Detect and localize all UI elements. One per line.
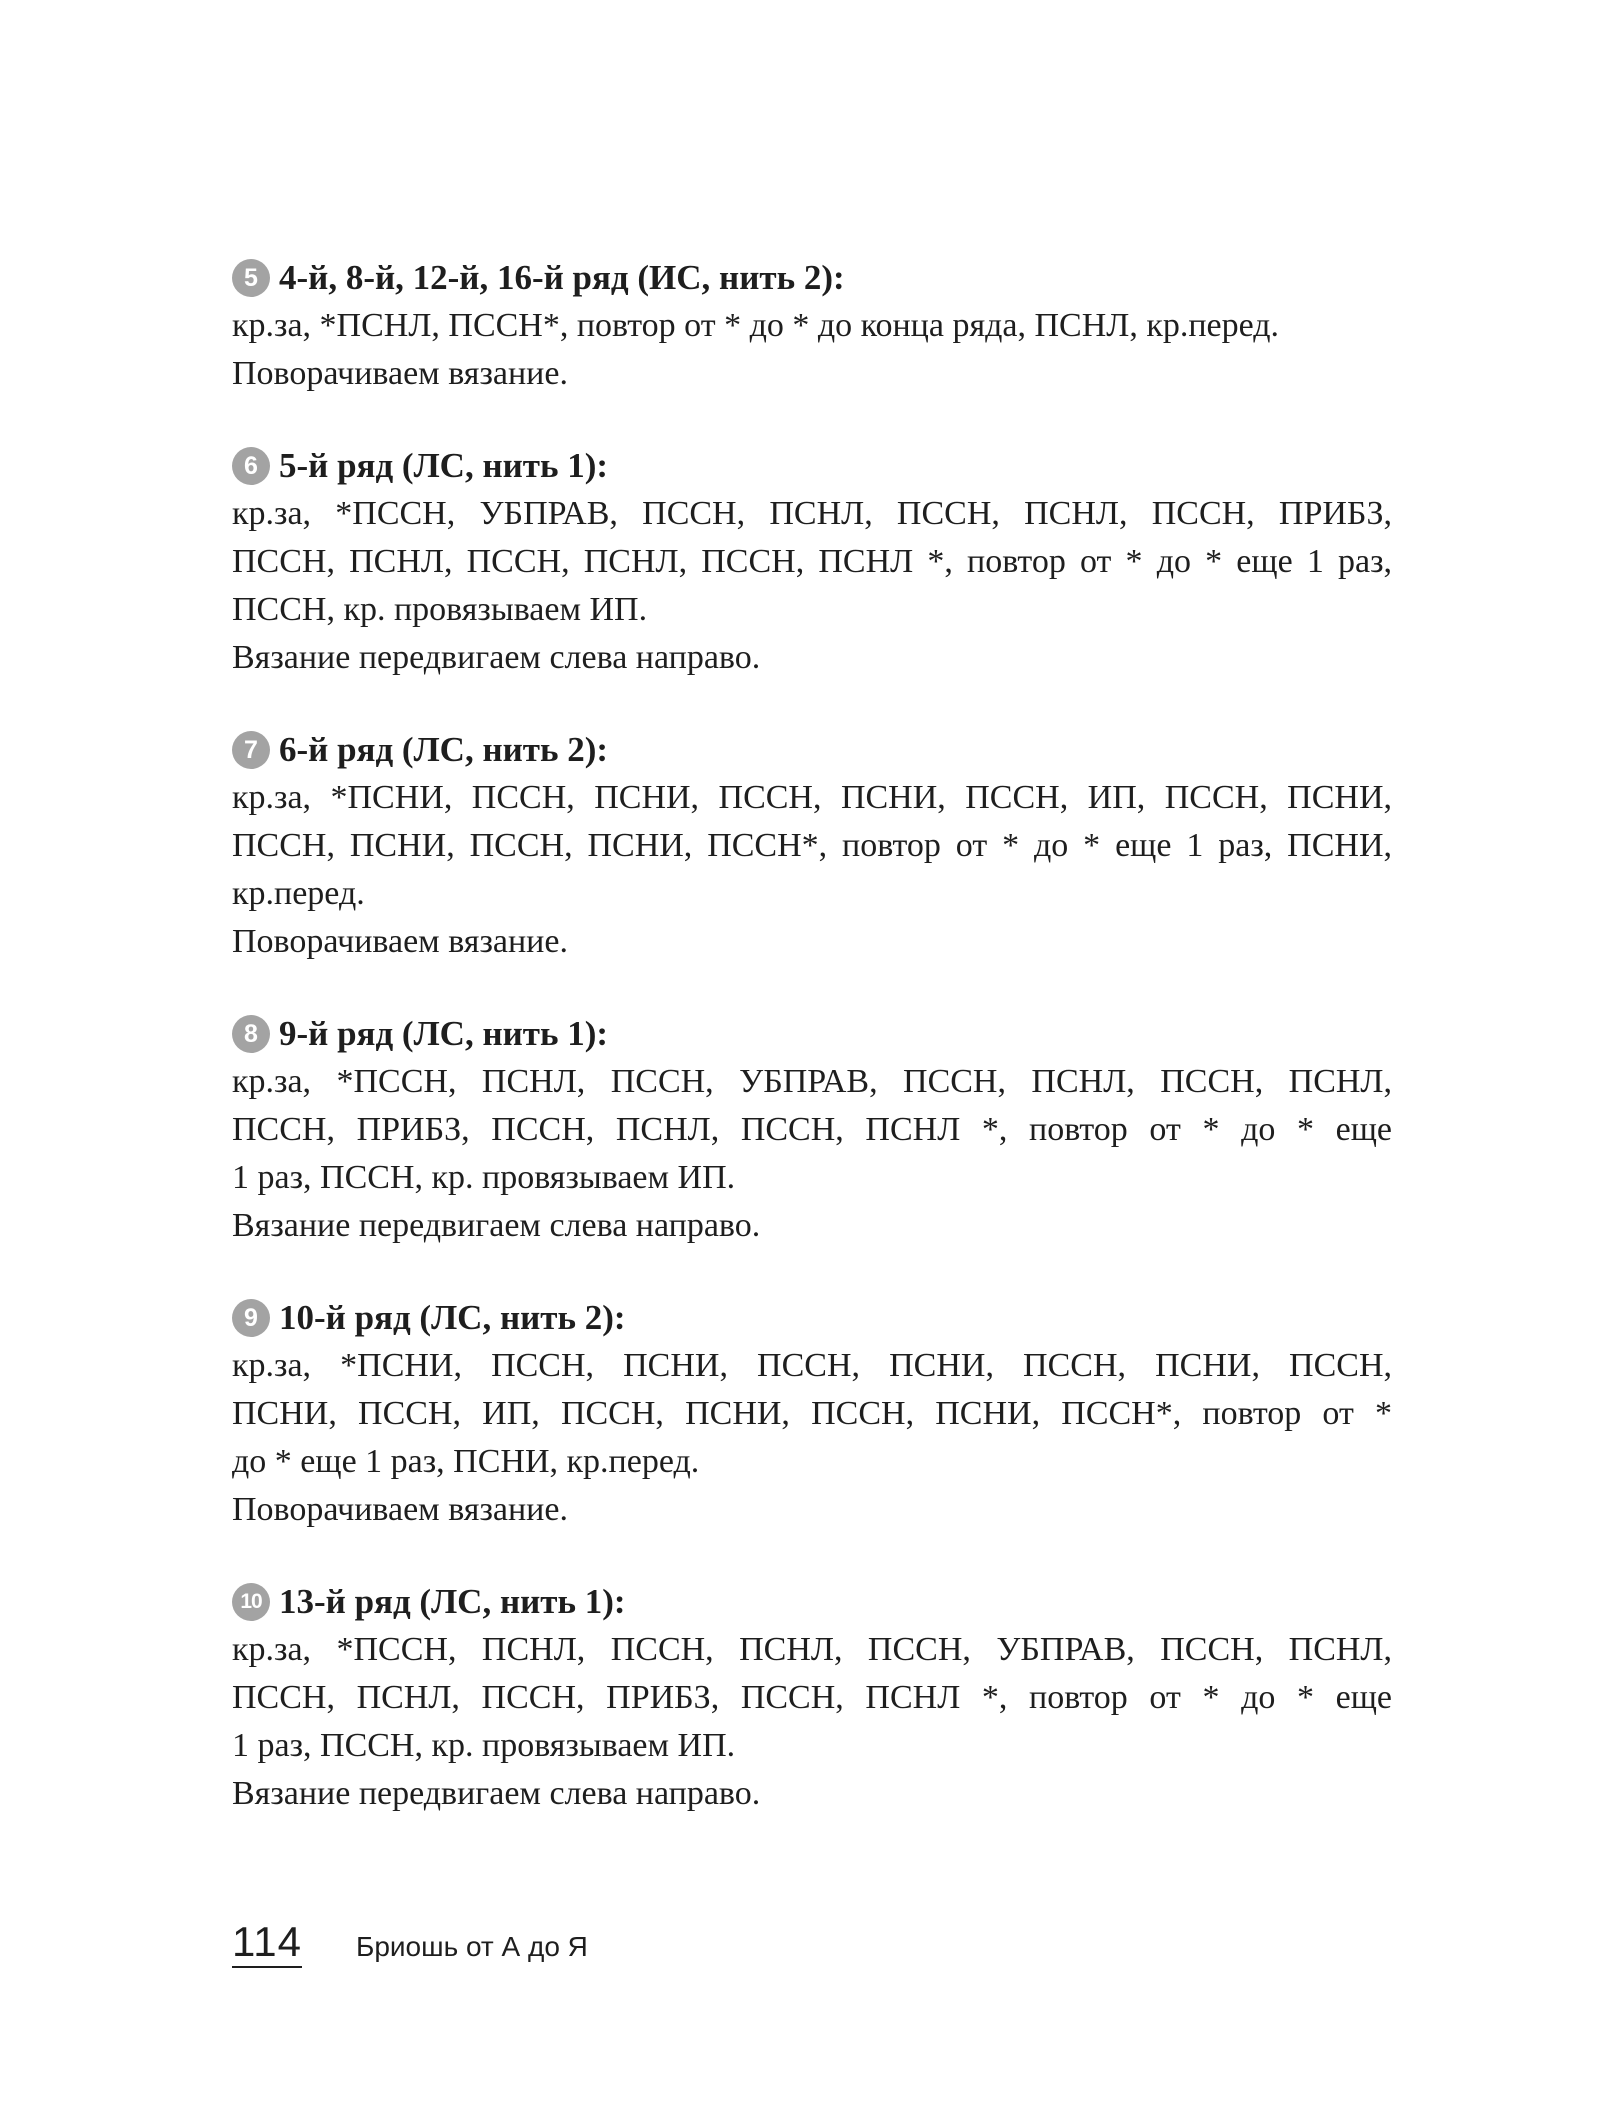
step-text-line: Поворачиваем вязание. bbox=[232, 355, 568, 392]
step-number-badge: 10 bbox=[232, 1583, 270, 1621]
step-body bbox=[232, 774, 1392, 966]
step-title: 5-й ряд (ЛС, нить 1): bbox=[279, 446, 609, 485]
step-text-line: ПСНИ, ПССН, ИП, ПССН, ПСНИ, ПССН, ПСНИ, ПССН*, повтор от * bbox=[232, 1395, 1392, 1432]
step-number-badge: 7 bbox=[232, 731, 270, 769]
step-text-line: кр.за, *ПССН, ПСНЛ, ПССН, УБПРАВ, ПССН, ПСНЛ, ПССН, ПСНЛ, bbox=[232, 1063, 1392, 1100]
step-text-line: ПССН, ПРИБЗ, ПССН, ПСНЛ, ПССН, ПСНЛ *, повтор от * до * еще bbox=[232, 1111, 1392, 1148]
page-footer bbox=[232, 1920, 588, 1968]
step-text-line: Вязание передвигаем слева направо. bbox=[232, 639, 761, 676]
step-text-line: кр.за, *ПСНИ, ПССН, ПСНИ, ПССН, ПСНИ, ПССН, ПСНИ, ПССН, bbox=[232, 1347, 1392, 1384]
step-body bbox=[232, 1058, 1392, 1250]
step-title: 4-й, 8-й, 12-й, 16-й ряд (ИС, нить 2): bbox=[279, 258, 845, 297]
step-number-badge: 6 bbox=[232, 447, 270, 485]
step-heading bbox=[232, 254, 1392, 302]
step-heading bbox=[232, 1010, 1392, 1058]
step-body bbox=[232, 1626, 1392, 1818]
step-text-line: кр.за, *ПСНЛ, ПССН*, повтор от * до * до конца ряда, ПСНЛ, кр.перед. bbox=[232, 307, 1280, 344]
step-title: 9-й ряд (ЛС, нить 1): bbox=[279, 1014, 609, 1053]
step-text-line: ПССН, ПСНИ, ПССН, ПСНИ, ПССН*, повтор от * до * еще 1 раз, ПСНИ, bbox=[232, 827, 1392, 864]
step-title: 6-й ряд (ЛС, нить 2): bbox=[279, 730, 609, 769]
step-heading bbox=[232, 726, 1392, 774]
step-text-line: Вязание передвигаем слева направо. bbox=[232, 1775, 761, 1812]
step-body bbox=[232, 302, 1392, 398]
step-title: 10-й ряд (ЛС, нить 2): bbox=[279, 1298, 626, 1337]
step-text-line: ПССН, ПСНЛ, ПССН, ПСНЛ, ПССН, ПСНЛ *, повтор от * до * еще 1 раз, bbox=[232, 543, 1392, 580]
instruction-step-8 bbox=[232, 1010, 1392, 1250]
step-heading bbox=[232, 442, 1392, 490]
step-text-line: кр.перед. bbox=[232, 875, 365, 912]
instruction-step-7 bbox=[232, 726, 1392, 966]
step-number-badge: 9 bbox=[232, 1299, 270, 1337]
step-heading bbox=[232, 1294, 1392, 1342]
step-body bbox=[232, 490, 1392, 682]
step-text-line: Поворачиваем вязание. bbox=[232, 1491, 568, 1528]
step-text-line: до * еще 1 раз, ПСНИ, кр.перед. bbox=[232, 1443, 700, 1480]
page-number: 114 bbox=[232, 1920, 302, 1968]
instruction-step-5 bbox=[232, 254, 1392, 398]
instruction-step-6 bbox=[232, 442, 1392, 682]
step-text-line: Вязание передвигаем слева направо. bbox=[232, 1207, 761, 1244]
step-number-badge: 5 bbox=[232, 259, 270, 297]
step-text-line: ПССН, кр. провязываем ИП. bbox=[232, 591, 648, 628]
step-text-line: ПССН, ПСНЛ, ПССН, ПРИБЗ, ПССН, ПСНЛ *, повтор от * до * еще bbox=[232, 1679, 1392, 1716]
step-text-line: Поворачиваем вязание. bbox=[232, 923, 568, 960]
book-title: Бриошь от А до Я bbox=[355, 1931, 588, 1962]
step-body bbox=[232, 1342, 1392, 1534]
step-number-badge: 8 bbox=[232, 1015, 270, 1053]
step-title: 13-й ряд (ЛС, нить 1): bbox=[279, 1582, 626, 1621]
instruction-step-10 bbox=[232, 1578, 1392, 1818]
step-text-line: кр.за, *ПССН, УБПРАВ, ПССН, ПСНЛ, ПССН, ПСНЛ, ПССН, ПРИБЗ, bbox=[232, 495, 1392, 532]
step-heading bbox=[232, 1578, 1392, 1626]
page-content bbox=[232, 254, 1392, 1862]
step-text-line: 1 раз, ПССН, кр. провязываем ИП. bbox=[232, 1159, 736, 1196]
step-text-line: 1 раз, ПССН, кр. провязываем ИП. bbox=[232, 1727, 736, 1764]
instruction-step-9 bbox=[232, 1294, 1392, 1534]
step-text-line: кр.за, *ПССН, ПСНЛ, ПССН, ПСНЛ, ПССН, УБПРАВ, ПССН, ПСНЛ, bbox=[232, 1631, 1392, 1668]
step-text-line: кр.за, *ПСНИ, ПССН, ПСНИ, ПССН, ПСНИ, ПССН, ИП, ПССН, ПСНИ, bbox=[232, 779, 1392, 816]
